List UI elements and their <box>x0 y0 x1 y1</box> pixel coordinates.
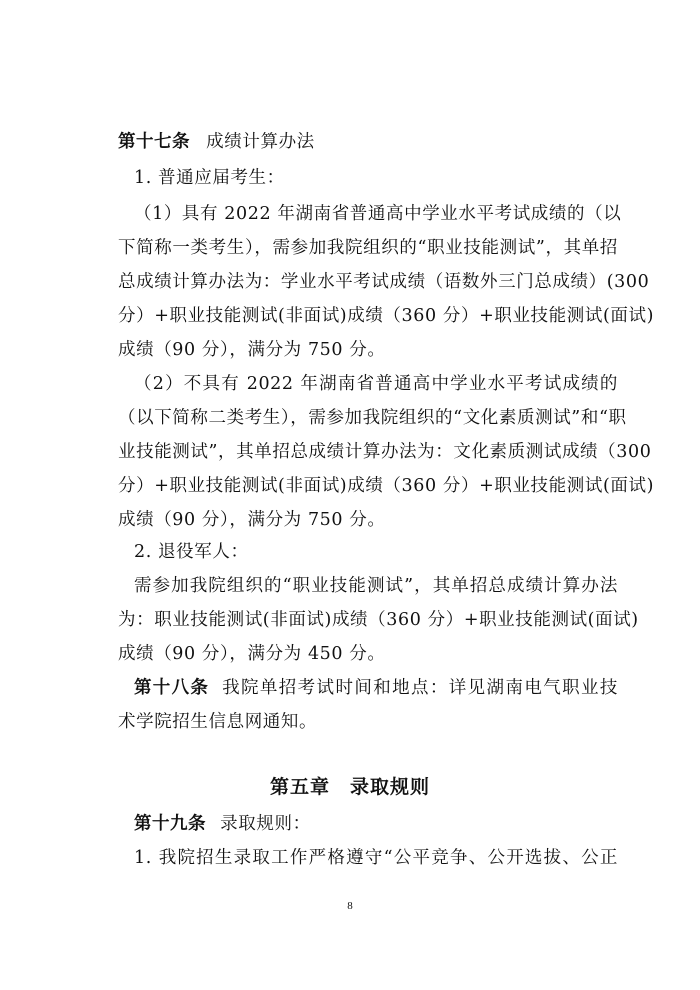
para2-line5: 成绩（90 分），满分为 750 分。 <box>118 510 386 530</box>
article-17-heading <box>118 130 618 154</box>
para2-line2: （以下简称二类考生），需参加我院组织的“文化素质测试”和“职 <box>118 408 627 428</box>
para1-line3: 总成绩计算办法为：学业水平考试成绩（语数外三门总成绩）(300 <box>118 272 650 292</box>
para3-line1: 需参加我院组织的“职业技能测试”，其单招总成绩计算办法 <box>134 576 618 596</box>
page-number: 8 <box>347 900 353 912</box>
para3-line3: 成绩（90 分），满分为 450 分。 <box>118 644 386 664</box>
article-19-title: 录取规则： <box>220 814 311 834</box>
para1-line5: 成绩（90 分），满分为 750 分。 <box>118 340 386 360</box>
article-19-heading <box>134 812 618 836</box>
item-1-title: 1. 普通应届考生： <box>134 168 285 188</box>
para2-line1: （2）不具有 2022 年湖南省普通高中学业水平考试成绩的 <box>134 374 618 394</box>
para3-line2: 为：职业技能测试(非面试)成绩（360 分）+职业技能测试(面试) <box>118 610 639 630</box>
para2-line4: 分）+职业技能测试(非面试)成绩（360 分）+职业技能测试(面试) <box>118 476 654 496</box>
article-19-label: 第十九条 <box>134 814 206 834</box>
para2-line3: 业技能测试”，其单招总成绩计算办法为：文化素质测试成绩（300 <box>118 442 652 462</box>
article-17-title: 成绩计算办法 <box>206 132 315 152</box>
para1-line2: 下简称一类考生），需参加我院组织的“职业技能测试”，其单招 <box>118 238 618 258</box>
article-18-text-1: 我院单招考试时间和地点：详见湖南电气职业技 <box>222 678 618 698</box>
article-19-item-1: 1. 我院招生录取工作严格遵守“公平竞争、公开选拔、公正 <box>134 848 618 868</box>
article-17-label: 第十七条 <box>118 132 190 152</box>
para1-line1: （1）具有 2022 年湖南省普通高中学业水平考试成绩的（以 <box>134 204 622 224</box>
article-18-line1 <box>134 676 618 700</box>
chapter-5-title: 第五章 录取规则 <box>269 776 430 798</box>
item-2-title: 2. 退役军人： <box>134 542 249 562</box>
article-18-label: 第十八条 <box>134 678 210 698</box>
article-18-line2: 术学院招生信息网通知。 <box>118 712 318 732</box>
para1-line4: 分）+职业技能测试(非面试)成绩（360 分）+职业技能测试(面试) <box>118 306 654 326</box>
